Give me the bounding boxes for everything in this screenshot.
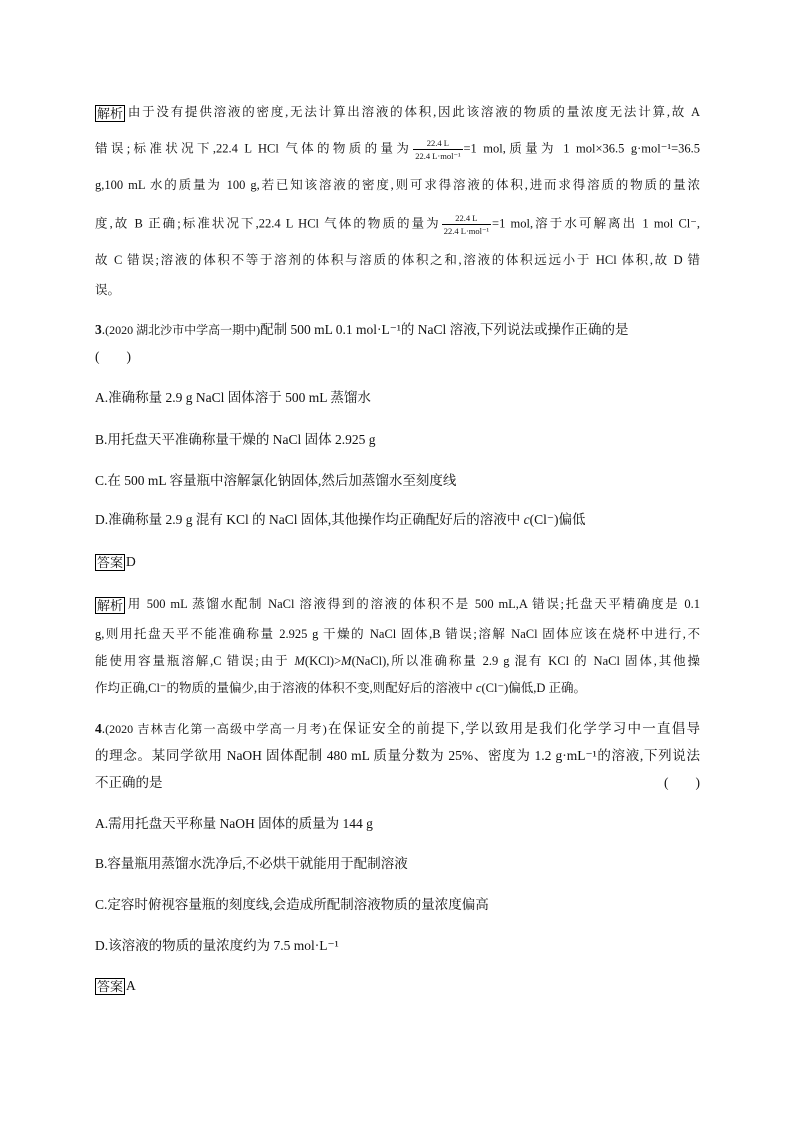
analysis-1-line-5 xyxy=(95,250,700,270)
option-text: D.该溶液的物质的量浓度约为 7.5 mol·L⁻¹ xyxy=(95,938,339,953)
question-number-sep: . xyxy=(101,721,106,736)
question-3-answer-paren xyxy=(95,347,700,367)
fraction-numerator: 22.4 L xyxy=(413,138,462,150)
question-4-option-c xyxy=(95,895,700,915)
question-3-option-a xyxy=(95,388,700,408)
option-text: A.需用托盘天平称量 NaOH 固体的质量为 144 g xyxy=(95,816,373,831)
variable: M xyxy=(294,654,305,668)
question-3-option-c xyxy=(95,471,700,491)
analysis-2-line-2 xyxy=(95,624,700,644)
fraction xyxy=(442,213,491,236)
variable: c xyxy=(523,512,530,527)
option-text: B.用托盘天平准确称量干燥的 NaCl 固体 2.925 g xyxy=(95,432,376,447)
option-text: (Cl⁻)偏低 xyxy=(529,512,586,527)
analysis-text: 故 C 错误;溶液的体积不等于溶剂的体积与溶质的体积之和,溶液的体积远远小于 HCl 体积,故 D 错 xyxy=(95,253,700,267)
fraction-denominator: 22.4 L·mol⁻¹ xyxy=(443,226,490,236)
fraction-denominator: 22.4 L·mol⁻¹ xyxy=(415,151,461,161)
option-text: C.在 500 mL 容量瓶中溶解氯化钠固体,然后加蒸馏水至刻度线 xyxy=(95,473,457,488)
question-4-stem-line-3 xyxy=(95,773,700,793)
fraction-numerator: 22.4 L xyxy=(442,213,491,225)
option-text: D.准确称量 2.9 g 混有 KCl 的 NaCl 固体,其他操作均正确配好后的溶液中 xyxy=(95,512,524,527)
analysis-2-line-3 xyxy=(95,651,700,671)
analysis-text: (Cl⁻)偏低,D 正确。 xyxy=(481,681,586,695)
analysis-text: 误。 xyxy=(95,283,121,297)
question-stem: 配制 500 mL 0.1 mol·L⁻¹的 NaCl 溶液,下列说法或操作正确的是 xyxy=(260,322,629,337)
answer-label: 答案 xyxy=(97,555,124,571)
analysis-label: 解析 xyxy=(97,597,124,613)
question-3-option-d xyxy=(95,510,700,530)
option-text: B.容量瓶用蒸馏水洗净后,不必烘干就能用于配制溶液 xyxy=(95,856,408,871)
analysis-text: 错误;标准状况下,22.4 L HCl 气体的物质的量为 xyxy=(95,141,413,156)
variable: c xyxy=(475,681,482,695)
analysis-text: (KCl)> xyxy=(304,654,342,668)
question-stem: 不正确的是 xyxy=(95,775,163,790)
option-text: C.定容时俯视容量瓶的刻度线,会造成所配制溶液物质的量浓度偏高 xyxy=(95,897,489,912)
option-text: A.准确称量 2.9 g NaCl 固体溶于 500 mL 蒸馏水 xyxy=(95,390,371,405)
analysis-text: (NaCl),所以准确称量 2.9 g 混有 KCl 的 NaCl 固体,其他操 xyxy=(351,654,701,668)
question-4-option-d xyxy=(95,936,700,956)
answer-value: D xyxy=(126,554,136,569)
analysis-2-line-1 xyxy=(95,594,700,614)
answer-blank: ( ) xyxy=(664,775,700,790)
question-4-option-b xyxy=(95,854,700,874)
analysis-text: 用 500 mL 蒸馏水配制 NaCl 溶液得到的溶液的体积不是 500 mL,A 错误;托盘天平精确度是 0.1 xyxy=(126,597,700,611)
analysis-label: 解析 xyxy=(97,105,124,121)
variable: M xyxy=(341,654,352,668)
analysis-1-line-4 xyxy=(95,213,700,236)
question-4-stem-line-2 xyxy=(95,746,700,766)
question-3-answer xyxy=(95,552,700,572)
analysis-2-line-4 xyxy=(95,678,700,698)
question-3-option-b xyxy=(95,430,700,450)
analysis-text: 能使用容量瓶溶解,C 错误;由于 xyxy=(95,654,295,668)
analysis-1-line-6 xyxy=(95,280,700,300)
analysis-text: g,则用托盘天平不能准确称量 2.925 g 干燥的 NaCl 固体,B 错误;溶解 NaCl 固体应该在烧杯中进行,不 xyxy=(95,627,700,641)
question-3-stem xyxy=(95,320,700,340)
analysis-text: 由于没有提供溶液的密度,无法计算出溶液的体积,因此该溶液的物质的量浓度无法计算,故 A xyxy=(126,105,700,119)
analysis-text: =1 mol,质量为 1 mol×36.5 g·mol⁻¹=36.5 xyxy=(463,141,701,156)
question-number-sep: . xyxy=(101,322,106,337)
question-4-answer xyxy=(95,976,700,996)
question-number: 3 xyxy=(95,322,102,337)
question-number: 4 xyxy=(95,721,102,736)
question-source: (2020 吉林吉化第一高级中学高一月考) xyxy=(105,722,327,736)
question-4-stem-line-1 xyxy=(95,719,700,739)
analysis-text: g,100 mL 水的质量为 100 g,若已知该溶液的密度,则可求得溶液的体积,进而求得溶质的物质的量浓 xyxy=(95,178,700,192)
answer-label: 答案 xyxy=(97,979,124,995)
analysis-text: =1 mol,溶于水可解离出 1 mol Cl⁻, xyxy=(492,216,700,231)
analysis-1-line-2 xyxy=(95,138,701,161)
question-stem: 在保证安全的前提下,学以致用是我们化学学习中一直倡导 xyxy=(326,721,700,736)
question-stem: 的理念。某同学欲用 NaOH 固体配制 480 mL 质量分数为 25%、密度为 1.2 g·mL⁻¹的溶液,下列说法 xyxy=(95,748,700,763)
analysis-text: 度,故 B 正确;标准状况下,22.4 L HCl 气体的物质的量为 xyxy=(95,216,441,231)
answer-blank: ( ) xyxy=(95,349,131,364)
answer-value: A xyxy=(126,978,136,993)
analysis-1-line-3 xyxy=(95,175,700,195)
analysis-1-line-1 xyxy=(95,102,700,122)
fraction xyxy=(413,138,462,161)
question-source: (2020 湖北沙市中学高一期中) xyxy=(105,323,261,337)
question-4-option-a xyxy=(95,814,700,834)
analysis-text: 作均正确,Cl⁻的物质的量偏少,由于溶液的体积不变,则配好后的溶液中 xyxy=(95,681,476,695)
